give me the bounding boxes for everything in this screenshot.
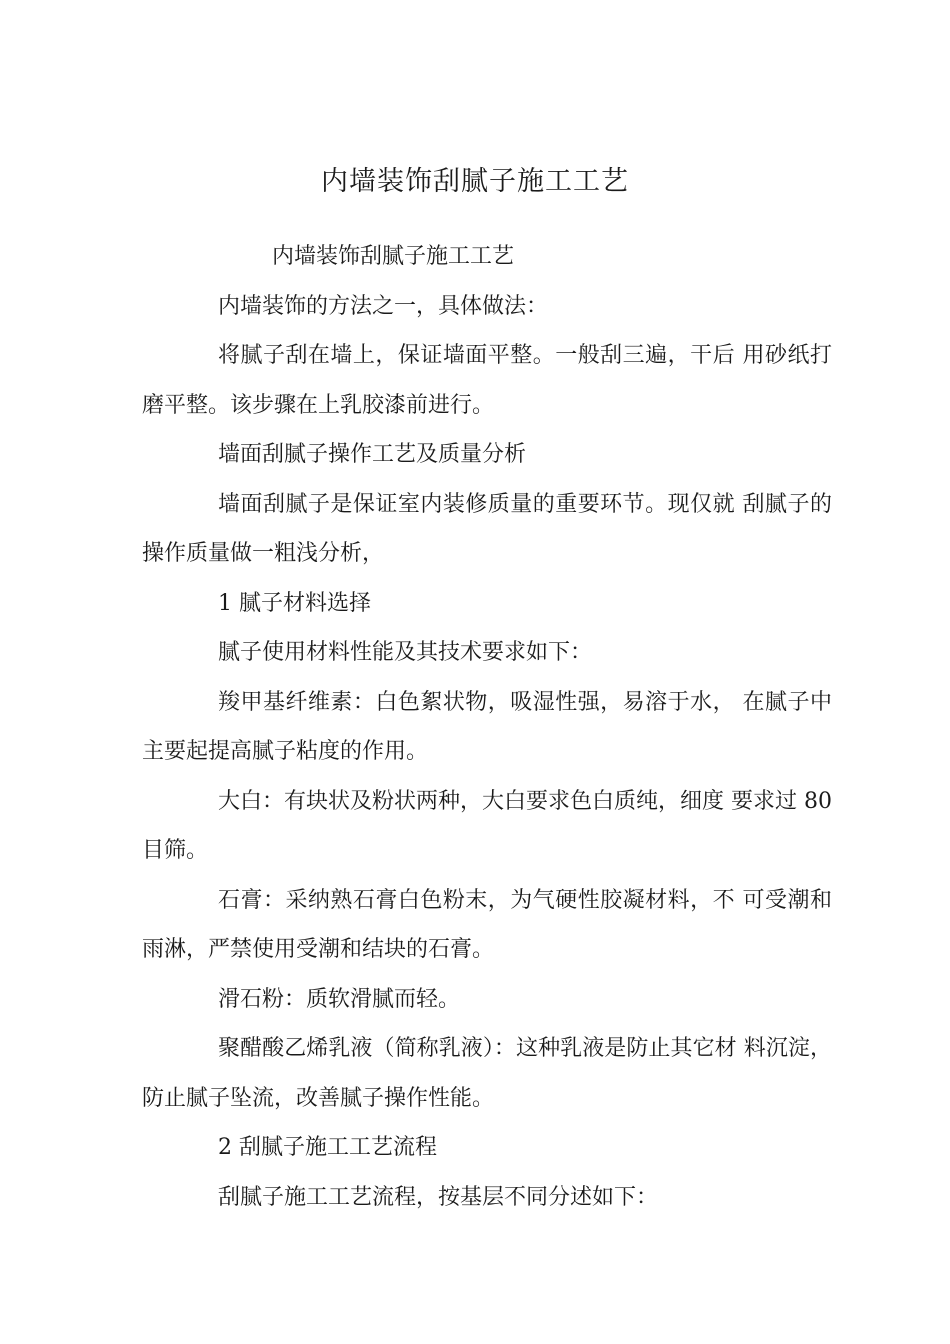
paragraph-section-heading: 墙面刮腻子操作工艺及质量分析: [218, 442, 527, 467]
document-body: [142, 232, 832, 1222]
paragraph-cmc: 羧甲基纤维素：白色絮状物，吸湿性强，易溶于水， 在腻子中主要起提高腻子粘度的作用。: [142, 689, 832, 764]
paragraph-gypsum: 石膏：采纳熟石膏白色粉末，为气硬性胶凝材料，不 可受潮和雨淋，严禁使用受潮和结块的石膏。: [142, 887, 832, 962]
heading-material-selection: 1 腻子材料选择: [218, 590, 371, 616]
paragraph-process-intro: 刮腻子施工工艺流程，按基层不同分述如下：: [218, 1184, 659, 1210]
paragraph-overview: 墙面刮腻子是保证室内装修质量的重要环节。现仅就 刮腻子的操作质量做一粗浅分析，: [142, 491, 832, 566]
document-title: 内墙装饰刮腻子施工工艺: [321, 166, 629, 197]
paragraph-talc: 滑石粉：质软滑腻而轻。: [218, 986, 461, 1012]
paragraph-subtitle: 内墙装饰刮腻子施工工艺: [272, 244, 515, 269]
paragraph-method-detail: 将腻子刮在墙上，保证墙面平整。一般刮三遍，干后 用砂纸打磨平整。该步骤在上乳胶漆前进行。: [142, 343, 832, 418]
paragraph-method-intro: 内墙装饰的方法之一，具体做法：: [218, 293, 549, 319]
heading-process-flow: 2 刮腻子施工工艺流程: [218, 1135, 437, 1160]
paragraph-pva-emulsion: 聚醋酸乙烯乳液（简称乳液）：这种乳液是防止其它材 料沉淀，防止腻子坠流，改善腻子操作性能。: [142, 1036, 832, 1111]
paragraph-dabai: 大白：有块状及粉状两种，大白要求色白质纯，细度 要求过 80 目筛。: [142, 788, 832, 863]
paragraph-material-intro: 腻子使用材料性能及其技术要求如下：: [218, 640, 593, 665]
